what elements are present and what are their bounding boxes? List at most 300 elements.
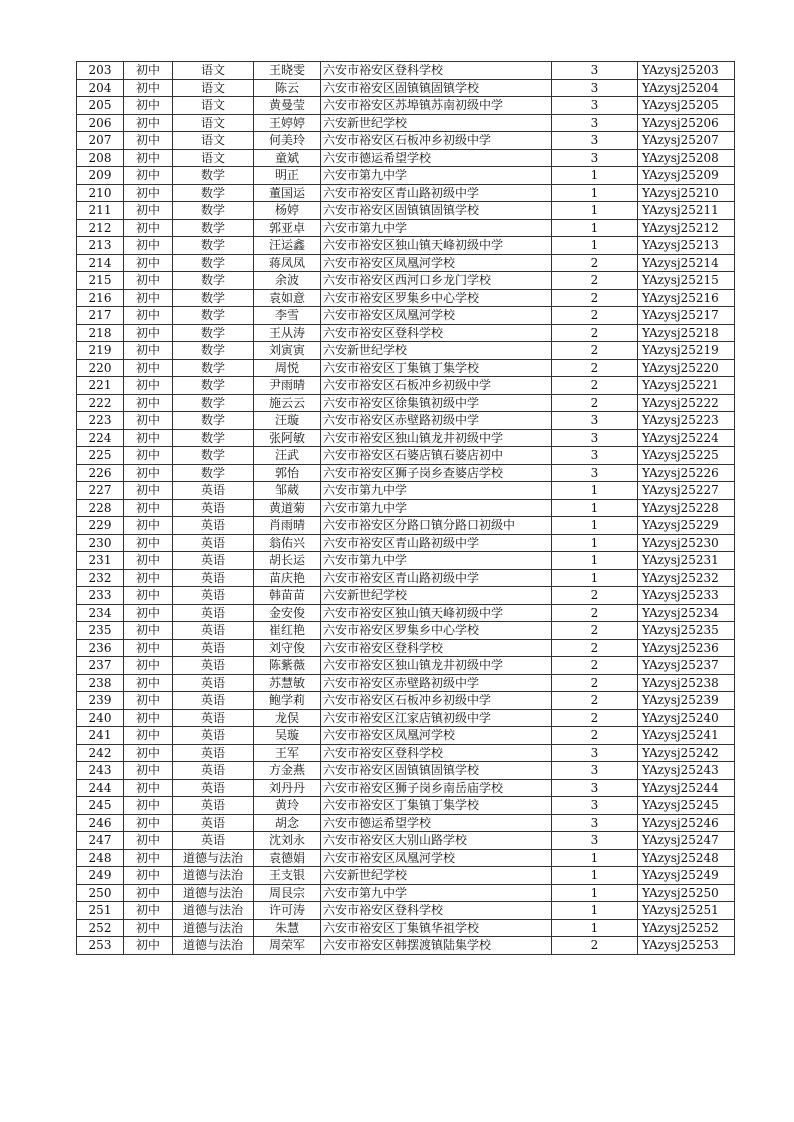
school-level-cell: 初中 [124,254,173,272]
count-cell: 2 [552,727,638,745]
school-level-cell: 初中 [124,499,173,517]
row-number-cell: 245 [77,797,124,815]
row-number-cell: 206 [77,114,124,132]
count-cell: 3 [552,832,638,850]
teacher-name-cell: 汪运鑫 [254,237,321,255]
count-cell: 1 [552,849,638,867]
school-name-cell: 六安市裕安区石板冲乡初级中学 [321,377,552,395]
table-row [77,237,735,255]
roster-table-container [76,61,735,955]
teacher-name-cell: 王晓雯 [254,62,321,80]
row-number-cell: 239 [77,692,124,710]
teacher-name-cell: 苏慧敏 [254,674,321,692]
table-row [77,902,735,920]
row-number-cell: 226 [77,464,124,482]
school-name-cell: 六安市裕安区独山镇龙井初级中学 [321,429,552,447]
count-cell: 3 [552,797,638,815]
teacher-name-cell: 张阿敏 [254,429,321,447]
school-level-cell: 初中 [124,447,173,465]
row-number-cell: 253 [77,937,124,955]
count-cell: 2 [552,342,638,360]
row-number-cell: 216 [77,289,124,307]
certificate-code-cell: YAzysj25252 [638,919,735,937]
certificate-code-cell: YAzysj25220 [638,359,735,377]
subject-cell: 语文 [173,132,254,150]
school-level-cell: 初中 [124,342,173,360]
count-cell: 2 [552,254,638,272]
school-name-cell: 六安市第九中学 [321,219,552,237]
teacher-name-cell: 汪璇 [254,412,321,430]
row-number-cell: 236 [77,639,124,657]
subject-cell: 数学 [173,307,254,325]
certificate-code-cell: YAzysj25207 [638,132,735,150]
certificate-code-cell: YAzysj25212 [638,219,735,237]
count-cell: 2 [552,674,638,692]
school-name-cell: 六安市裕安区固镇镇固镇学校 [321,202,552,220]
school-level-cell: 初中 [124,79,173,97]
table-row [77,919,735,937]
certificate-code-cell: YAzysj25206 [638,114,735,132]
school-name-cell: 六安新世纪学校 [321,587,552,605]
school-name-cell: 六安市裕安区凤凰河学校 [321,727,552,745]
subject-cell: 英语 [173,587,254,605]
teacher-name-cell: 黄玲 [254,797,321,815]
subject-cell: 数学 [173,237,254,255]
school-level-cell: 初中 [124,744,173,762]
certificate-code-cell: YAzysj25229 [638,517,735,535]
school-name-cell: 六安新世纪学校 [321,114,552,132]
table-row [77,62,735,80]
count-cell: 3 [552,744,638,762]
teacher-name-cell: 王军 [254,744,321,762]
count-cell: 2 [552,324,638,342]
school-level-cell: 初中 [124,237,173,255]
teacher-name-cell: 金安俊 [254,604,321,622]
subject-cell: 数学 [173,184,254,202]
school-name-cell: 六安市裕安区韩摆渡镇陆集学校 [321,937,552,955]
table-row [77,324,735,342]
school-name-cell: 六安市裕安区登科学校 [321,902,552,920]
row-number-cell: 235 [77,622,124,640]
certificate-code-cell: YAzysj25239 [638,692,735,710]
table-row [77,709,735,727]
school-name-cell: 六安市裕安区丁集镇丁集学校 [321,797,552,815]
count-cell: 3 [552,149,638,167]
school-name-cell: 六安市裕安区大别山路学校 [321,832,552,850]
teacher-name-cell: 袁德娟 [254,849,321,867]
school-level-cell: 初中 [124,604,173,622]
table-row [77,464,735,482]
subject-cell: 英语 [173,499,254,517]
table-row [77,867,735,885]
subject-cell: 数学 [173,359,254,377]
subject-cell: 道德与法治 [173,867,254,885]
school-name-cell: 六安市裕安区徐集镇初级中学 [321,394,552,412]
teacher-name-cell: 施云云 [254,394,321,412]
certificate-code-cell: YAzysj25224 [638,429,735,447]
count-cell: 1 [552,219,638,237]
certificate-code-cell: YAzysj25208 [638,149,735,167]
row-number-cell: 229 [77,517,124,535]
count-cell: 1 [552,482,638,500]
row-number-cell: 247 [77,832,124,850]
subject-cell: 道德与法治 [173,937,254,955]
subject-cell: 道德与法治 [173,902,254,920]
teacher-name-cell: 翁佑兴 [254,534,321,552]
subject-cell: 道德与法治 [173,849,254,867]
count-cell: 1 [552,867,638,885]
row-number-cell: 215 [77,272,124,290]
school-level-cell: 初中 [124,884,173,902]
count-cell: 1 [552,202,638,220]
school-level-cell: 初中 [124,832,173,850]
teacher-name-cell: 许可涛 [254,902,321,920]
table-row [77,202,735,220]
certificate-code-cell: YAzysj25215 [638,272,735,290]
certificate-code-cell: YAzysj25210 [638,184,735,202]
subject-cell: 语文 [173,62,254,80]
certificate-code-cell: YAzysj25244 [638,779,735,797]
certificate-code-cell: YAzysj25236 [638,639,735,657]
count-cell: 3 [552,779,638,797]
subject-cell: 数学 [173,447,254,465]
table-row [77,587,735,605]
school-level-cell: 初中 [124,97,173,115]
teacher-name-cell: 胡长运 [254,552,321,570]
school-name-cell: 六安市裕安区丁集镇华祖学校 [321,919,552,937]
school-name-cell: 六安市第九中学 [321,482,552,500]
subject-cell: 数学 [173,377,254,395]
certificate-code-cell: YAzysj25234 [638,604,735,622]
subject-cell: 英语 [173,692,254,710]
school-level-cell: 初中 [124,569,173,587]
subject-cell: 数学 [173,202,254,220]
certificate-code-cell: YAzysj25230 [638,534,735,552]
teacher-name-cell: 朱慧 [254,919,321,937]
school-level-cell: 初中 [124,412,173,430]
school-name-cell: 六安市裕安区固镇镇固镇学校 [321,762,552,780]
count-cell: 2 [552,377,638,395]
table-row [77,674,735,692]
count-cell: 2 [552,937,638,955]
count-cell: 3 [552,132,638,150]
school-level-cell: 初中 [124,937,173,955]
row-number-cell: 233 [77,587,124,605]
school-level-cell: 初中 [124,289,173,307]
certificate-code-cell: YAzysj25203 [638,62,735,80]
count-cell: 3 [552,447,638,465]
school-level-cell: 初中 [124,482,173,500]
subject-cell: 英语 [173,674,254,692]
table-row [77,604,735,622]
subject-cell: 语文 [173,97,254,115]
teacher-name-cell: 黄道菊 [254,499,321,517]
certificate-code-cell: YAzysj25238 [638,674,735,692]
row-number-cell: 212 [77,219,124,237]
row-number-cell: 248 [77,849,124,867]
table-row [77,184,735,202]
school-level-cell: 初中 [124,377,173,395]
school-name-cell: 六安市裕安区狮子岗乡查婆店学校 [321,464,552,482]
count-cell: 3 [552,62,638,80]
row-number-cell: 228 [77,499,124,517]
roster-table [76,61,735,955]
row-number-cell: 242 [77,744,124,762]
teacher-name-cell: 刘守俊 [254,639,321,657]
count-cell: 2 [552,604,638,622]
certificate-code-cell: YAzysj25240 [638,709,735,727]
school-name-cell: 六安市裕安区石板冲乡初级中学 [321,692,552,710]
school-name-cell: 六安市第九中学 [321,167,552,185]
count-cell: 1 [552,517,638,535]
count-cell: 3 [552,412,638,430]
school-level-cell: 初中 [124,587,173,605]
school-level-cell: 初中 [124,132,173,150]
row-number-cell: 207 [77,132,124,150]
teacher-name-cell: 李雪 [254,307,321,325]
school-level-cell: 初中 [124,622,173,640]
teacher-name-cell: 刘寅寅 [254,342,321,360]
certificate-code-cell: YAzysj25231 [638,552,735,570]
count-cell: 2 [552,359,638,377]
table-row [77,359,735,377]
school-name-cell: 六安市裕安区罗集乡中心学校 [321,622,552,640]
count-cell: 1 [552,902,638,920]
teacher-name-cell: 崔红艳 [254,622,321,640]
school-name-cell: 六安市裕安区狮子岗乡南岳庙学校 [321,779,552,797]
subject-cell: 英语 [173,552,254,570]
certificate-code-cell: YAzysj25247 [638,832,735,850]
table-row [77,342,735,360]
school-level-cell: 初中 [124,674,173,692]
teacher-name-cell: 苗庆艳 [254,569,321,587]
certificate-code-cell: YAzysj25250 [638,884,735,902]
certificate-code-cell: YAzysj25204 [638,79,735,97]
school-level-cell: 初中 [124,639,173,657]
subject-cell: 道德与法治 [173,884,254,902]
count-cell: 1 [552,499,638,517]
school-level-cell: 初中 [124,657,173,675]
school-name-cell: 六安市第九中学 [321,884,552,902]
table-row [77,132,735,150]
school-name-cell: 六安市裕安区石婆店镇石婆店初中 [321,447,552,465]
school-name-cell: 六安市裕安区苏埠镇苏南初级中学 [321,97,552,115]
teacher-name-cell: 郭怡 [254,464,321,482]
school-level-cell: 初中 [124,762,173,780]
table-row [77,744,735,762]
school-level-cell: 初中 [124,814,173,832]
school-name-cell: 六安市裕安区凤凰河学校 [321,849,552,867]
table-row [77,552,735,570]
certificate-code-cell: YAzysj25225 [638,447,735,465]
school-name-cell: 六安市裕安区石板冲乡初级中学 [321,132,552,150]
count-cell: 1 [552,534,638,552]
count-cell: 3 [552,429,638,447]
teacher-name-cell: 郭亚卓 [254,219,321,237]
subject-cell: 英语 [173,779,254,797]
row-number-cell: 230 [77,534,124,552]
row-number-cell: 232 [77,569,124,587]
school-level-cell: 初中 [124,62,173,80]
row-number-cell: 243 [77,762,124,780]
school-level-cell: 初中 [124,867,173,885]
table-row [77,832,735,850]
subject-cell: 英语 [173,814,254,832]
school-name-cell: 六安市裕安区独山镇龙井初级中学 [321,657,552,675]
school-level-cell: 初中 [124,359,173,377]
row-number-cell: 250 [77,884,124,902]
table-row [77,167,735,185]
table-row [77,849,735,867]
school-name-cell: 六安市裕安区独山镇天峰初级中学 [321,237,552,255]
table-row [77,639,735,657]
school-level-cell: 初中 [124,219,173,237]
table-row [77,657,735,675]
table-row [77,482,735,500]
row-number-cell: 227 [77,482,124,500]
certificate-code-cell: YAzysj25237 [638,657,735,675]
teacher-name-cell: 余波 [254,272,321,290]
school-name-cell: 六安市裕安区青山路初级中学 [321,569,552,587]
count-cell: 1 [552,919,638,937]
table-row [77,219,735,237]
row-number-cell: 249 [77,867,124,885]
certificate-code-cell: YAzysj25253 [638,937,735,955]
teacher-name-cell: 方金燕 [254,762,321,780]
certificate-code-cell: YAzysj25209 [638,167,735,185]
count-cell: 2 [552,587,638,605]
school-name-cell: 六安市裕安区登科学校 [321,639,552,657]
teacher-name-cell: 刘丹丹 [254,779,321,797]
school-level-cell: 初中 [124,797,173,815]
row-number-cell: 223 [77,412,124,430]
count-cell: 1 [552,237,638,255]
certificate-code-cell: YAzysj25222 [638,394,735,412]
teacher-name-cell: 袁如意 [254,289,321,307]
certificate-code-cell: YAzysj25217 [638,307,735,325]
count-cell: 3 [552,79,638,97]
row-number-cell: 218 [77,324,124,342]
table-row [77,97,735,115]
table-row [77,499,735,517]
row-number-cell: 209 [77,167,124,185]
row-number-cell: 211 [77,202,124,220]
school-name-cell: 六安市裕安区青山路初级中学 [321,534,552,552]
certificate-code-cell: YAzysj25228 [638,499,735,517]
count-cell: 2 [552,622,638,640]
subject-cell: 语文 [173,114,254,132]
subject-cell: 数学 [173,167,254,185]
school-level-cell: 初中 [124,552,173,570]
teacher-name-cell: 沈刘永 [254,832,321,850]
row-number-cell: 221 [77,377,124,395]
row-number-cell: 213 [77,237,124,255]
count-cell: 2 [552,709,638,727]
school-name-cell: 六安新世纪学校 [321,867,552,885]
teacher-name-cell: 肖雨晴 [254,517,321,535]
roster-table-body [77,62,735,955]
certificate-code-cell: YAzysj25251 [638,902,735,920]
school-level-cell: 初中 [124,709,173,727]
certificate-code-cell: YAzysj25249 [638,867,735,885]
row-number-cell: 231 [77,552,124,570]
table-row [77,254,735,272]
table-row [77,937,735,955]
row-number-cell: 205 [77,97,124,115]
teacher-name-cell: 王从涛 [254,324,321,342]
certificate-code-cell: YAzysj25242 [638,744,735,762]
teacher-name-cell: 蒋凤凤 [254,254,321,272]
certificate-code-cell: YAzysj25211 [638,202,735,220]
table-row [77,272,735,290]
table-row [77,534,735,552]
row-number-cell: 240 [77,709,124,727]
count-cell: 2 [552,272,638,290]
teacher-name-cell: 韩苗苗 [254,587,321,605]
subject-cell: 英语 [173,604,254,622]
certificate-code-cell: YAzysj25243 [638,762,735,780]
table-row [77,307,735,325]
row-number-cell: 204 [77,79,124,97]
count-cell: 2 [552,639,638,657]
teacher-name-cell: 陈紫薇 [254,657,321,675]
subject-cell: 英语 [173,534,254,552]
school-name-cell: 六安市裕安区登科学校 [321,324,552,342]
count-cell: 2 [552,307,638,325]
table-row [77,429,735,447]
subject-cell: 数学 [173,324,254,342]
row-number-cell: 219 [77,342,124,360]
school-name-cell: 六安市裕安区凤凰河学校 [321,307,552,325]
count-cell: 3 [552,762,638,780]
count-cell: 1 [552,569,638,587]
subject-cell: 英语 [173,832,254,850]
subject-cell: 英语 [173,482,254,500]
certificate-code-cell: YAzysj25216 [638,289,735,307]
subject-cell: 英语 [173,797,254,815]
school-name-cell: 六安市裕安区登科学校 [321,744,552,762]
table-row [77,622,735,640]
certificate-code-cell: YAzysj25205 [638,97,735,115]
count-cell: 2 [552,394,638,412]
teacher-name-cell: 鲍学莉 [254,692,321,710]
table-row [77,779,735,797]
school-name-cell: 六安市德运希望学校 [321,814,552,832]
school-name-cell: 六安市裕安区青山路初级中学 [321,184,552,202]
school-level-cell: 初中 [124,464,173,482]
teacher-name-cell: 汪武 [254,447,321,465]
table-row [77,377,735,395]
teacher-name-cell: 龙俣 [254,709,321,727]
certificate-code-cell: YAzysj25232 [638,569,735,587]
school-name-cell: 六安市裕安区赤壁路初级中学 [321,674,552,692]
certificate-code-cell: YAzysj25246 [638,814,735,832]
subject-cell: 数学 [173,289,254,307]
row-number-cell: 237 [77,657,124,675]
count-cell: 1 [552,184,638,202]
table-row [77,114,735,132]
table-row [77,569,735,587]
subject-cell: 数学 [173,429,254,447]
school-name-cell: 六安市裕安区分路口镇分路口初级中 [321,517,552,535]
teacher-name-cell: 陈云 [254,79,321,97]
certificate-code-cell: YAzysj25213 [638,237,735,255]
table-row [77,79,735,97]
school-level-cell: 初中 [124,779,173,797]
teacher-name-cell: 周悦 [254,359,321,377]
school-name-cell: 六安市裕安区独山镇天峰初级中学 [321,604,552,622]
table-row [77,447,735,465]
